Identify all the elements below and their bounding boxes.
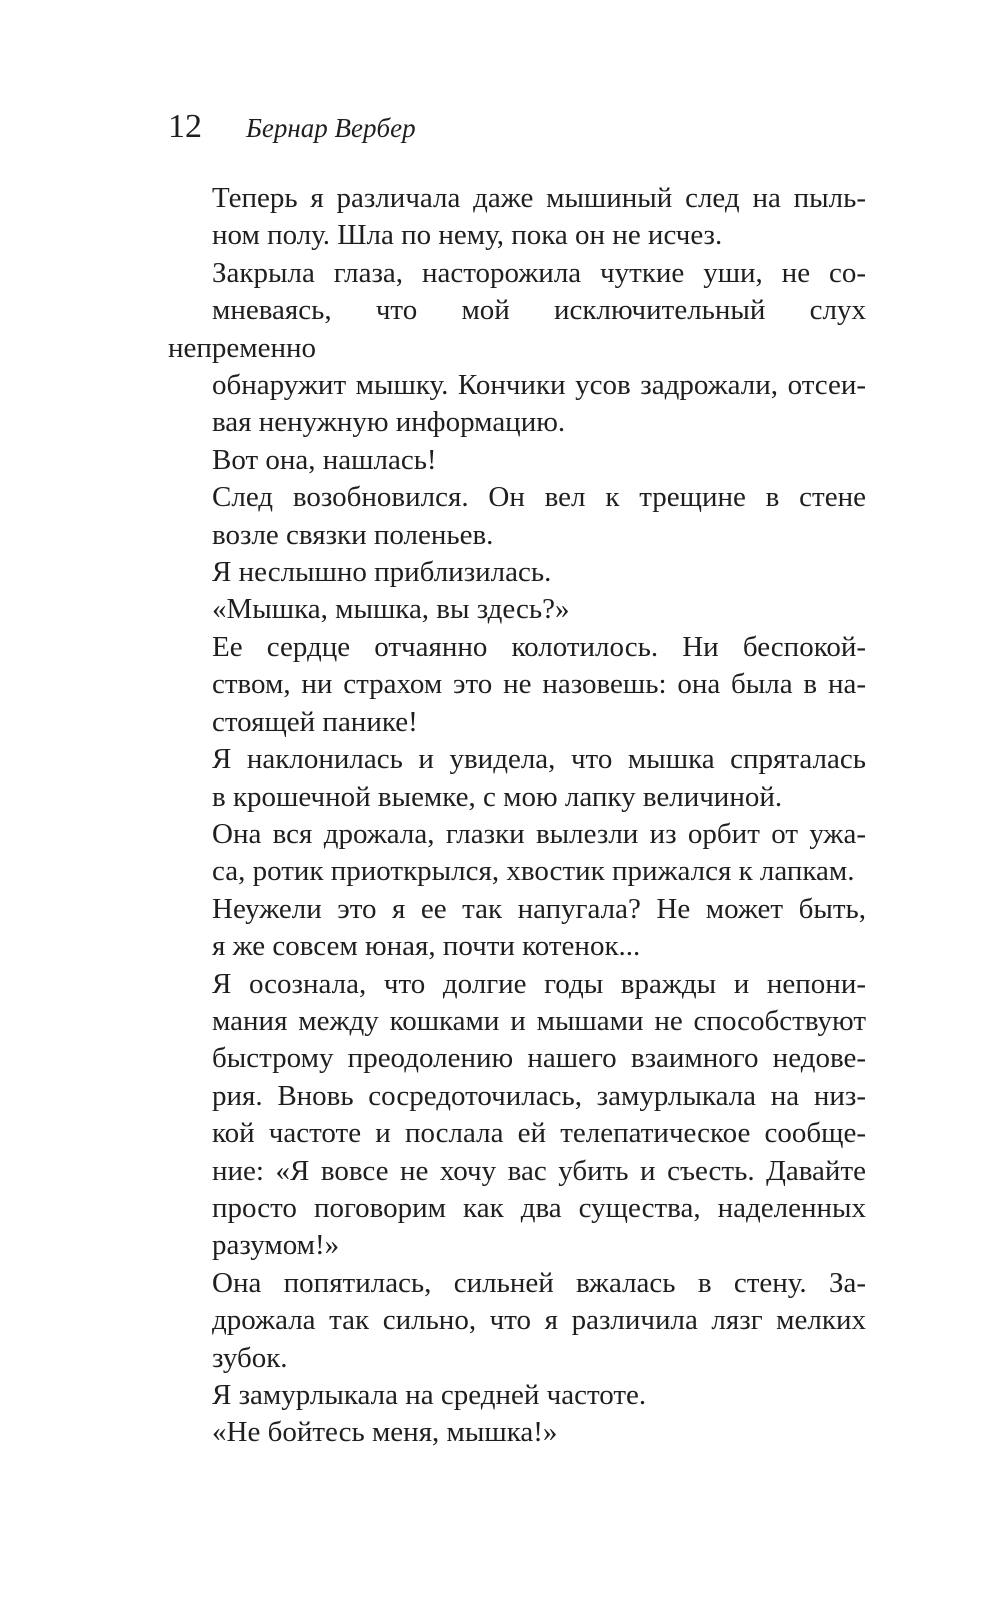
page-number: 12 (168, 108, 202, 145)
text-line: разумом!» (212, 1229, 340, 1262)
paragraph (168, 591, 866, 628)
paragraph (168, 1265, 866, 1377)
text-line: ством, ни страхом это не назовешь: она была в на- (212, 668, 866, 701)
text-line: Вот она, нашлась! (212, 443, 437, 476)
paragraph (168, 479, 866, 554)
text-line: просто поговорим как два существа, наделенных (212, 1191, 866, 1224)
text-line: «Не бойтесь меня, мышка!» (212, 1416, 558, 1449)
text-line: вая ненужную информацию. (212, 406, 566, 439)
text-line: стоящей панике! (212, 705, 418, 738)
text-line: быстрому преодолению нашего взаимного недове- (212, 1042, 866, 1075)
author-name: Бернар Вербер (246, 113, 416, 143)
text-line: Я неслышно приблизилась. (212, 556, 552, 589)
text-line: Я замурлыкала на средней частоте. (212, 1379, 647, 1411)
paragraph (168, 629, 866, 741)
text-line: дрожала так сильно, что я различила лязг мелких (212, 1304, 866, 1337)
text-line: Я наклонилась и увидела, что мышка спряталась (212, 743, 866, 776)
text-line: ние: «Я вовсе не хочу вас убить и съесть. Давайте (212, 1154, 866, 1187)
paragraph (168, 442, 866, 479)
text-line: рия. Вновь сосредоточилась, замурлыкала на низ- (212, 1079, 866, 1112)
paragraph (168, 554, 866, 591)
paragraph (168, 891, 866, 966)
text-line: Она вся дрожала, глазки вылезли из орбит от ужа- (212, 817, 866, 850)
text-line: возле связки поленьев. (212, 518, 494, 551)
paragraph (168, 1414, 866, 1451)
text-line: мневаясь, что мой исключительный слух непременно (168, 294, 866, 364)
body-text (168, 180, 866, 1452)
text-line: в крошечной выемке, с мою лапку величиной. (212, 780, 783, 813)
text-line: Теперь я различала даже мышиный след на пыль- (212, 182, 866, 214)
paragraph (168, 255, 866, 442)
text-line: Ее сердце отчаянно колотилось. Ни беспокой- (212, 630, 866, 663)
paragraph (168, 741, 866, 816)
text-line: Она попятилась, сильней вжалась в стену. За- (212, 1266, 866, 1299)
text-line: Я осознала, что долгие годы вражды и непони- (212, 967, 866, 1000)
paragraph (168, 966, 866, 1265)
text-line: След возобновился. Он вел к трещине в стене (212, 481, 866, 514)
text-line: мания между кошками и мышами не способствуют (212, 1004, 866, 1037)
text-line: «Мышка, мышка, вы здесь?» (212, 593, 570, 626)
text-line: Неужели это я ее так напугала? Не может быть, (212, 892, 866, 925)
text-line: я же совсем юная, почти котенок... (212, 930, 641, 963)
paragraph (168, 816, 866, 891)
text-line: са, ротик приоткрылся, хвостик прижался к лапкам. (212, 855, 855, 888)
text-line: зубок. (212, 1341, 288, 1374)
text-line: кой частоте и послала ей телепатическое сообще- (212, 1117, 866, 1150)
paragraph (168, 180, 866, 255)
text-line: Закрыла глаза, насторожила чуткие уши, не со- (212, 256, 866, 289)
text-line: обнаружит мышку. Кончики усов задрожали, отсеи- (212, 369, 866, 402)
paragraph (168, 1377, 866, 1414)
text-line: ном полу. Шла по нему, пока он не исчез. (212, 219, 723, 252)
running-head (168, 108, 416, 146)
